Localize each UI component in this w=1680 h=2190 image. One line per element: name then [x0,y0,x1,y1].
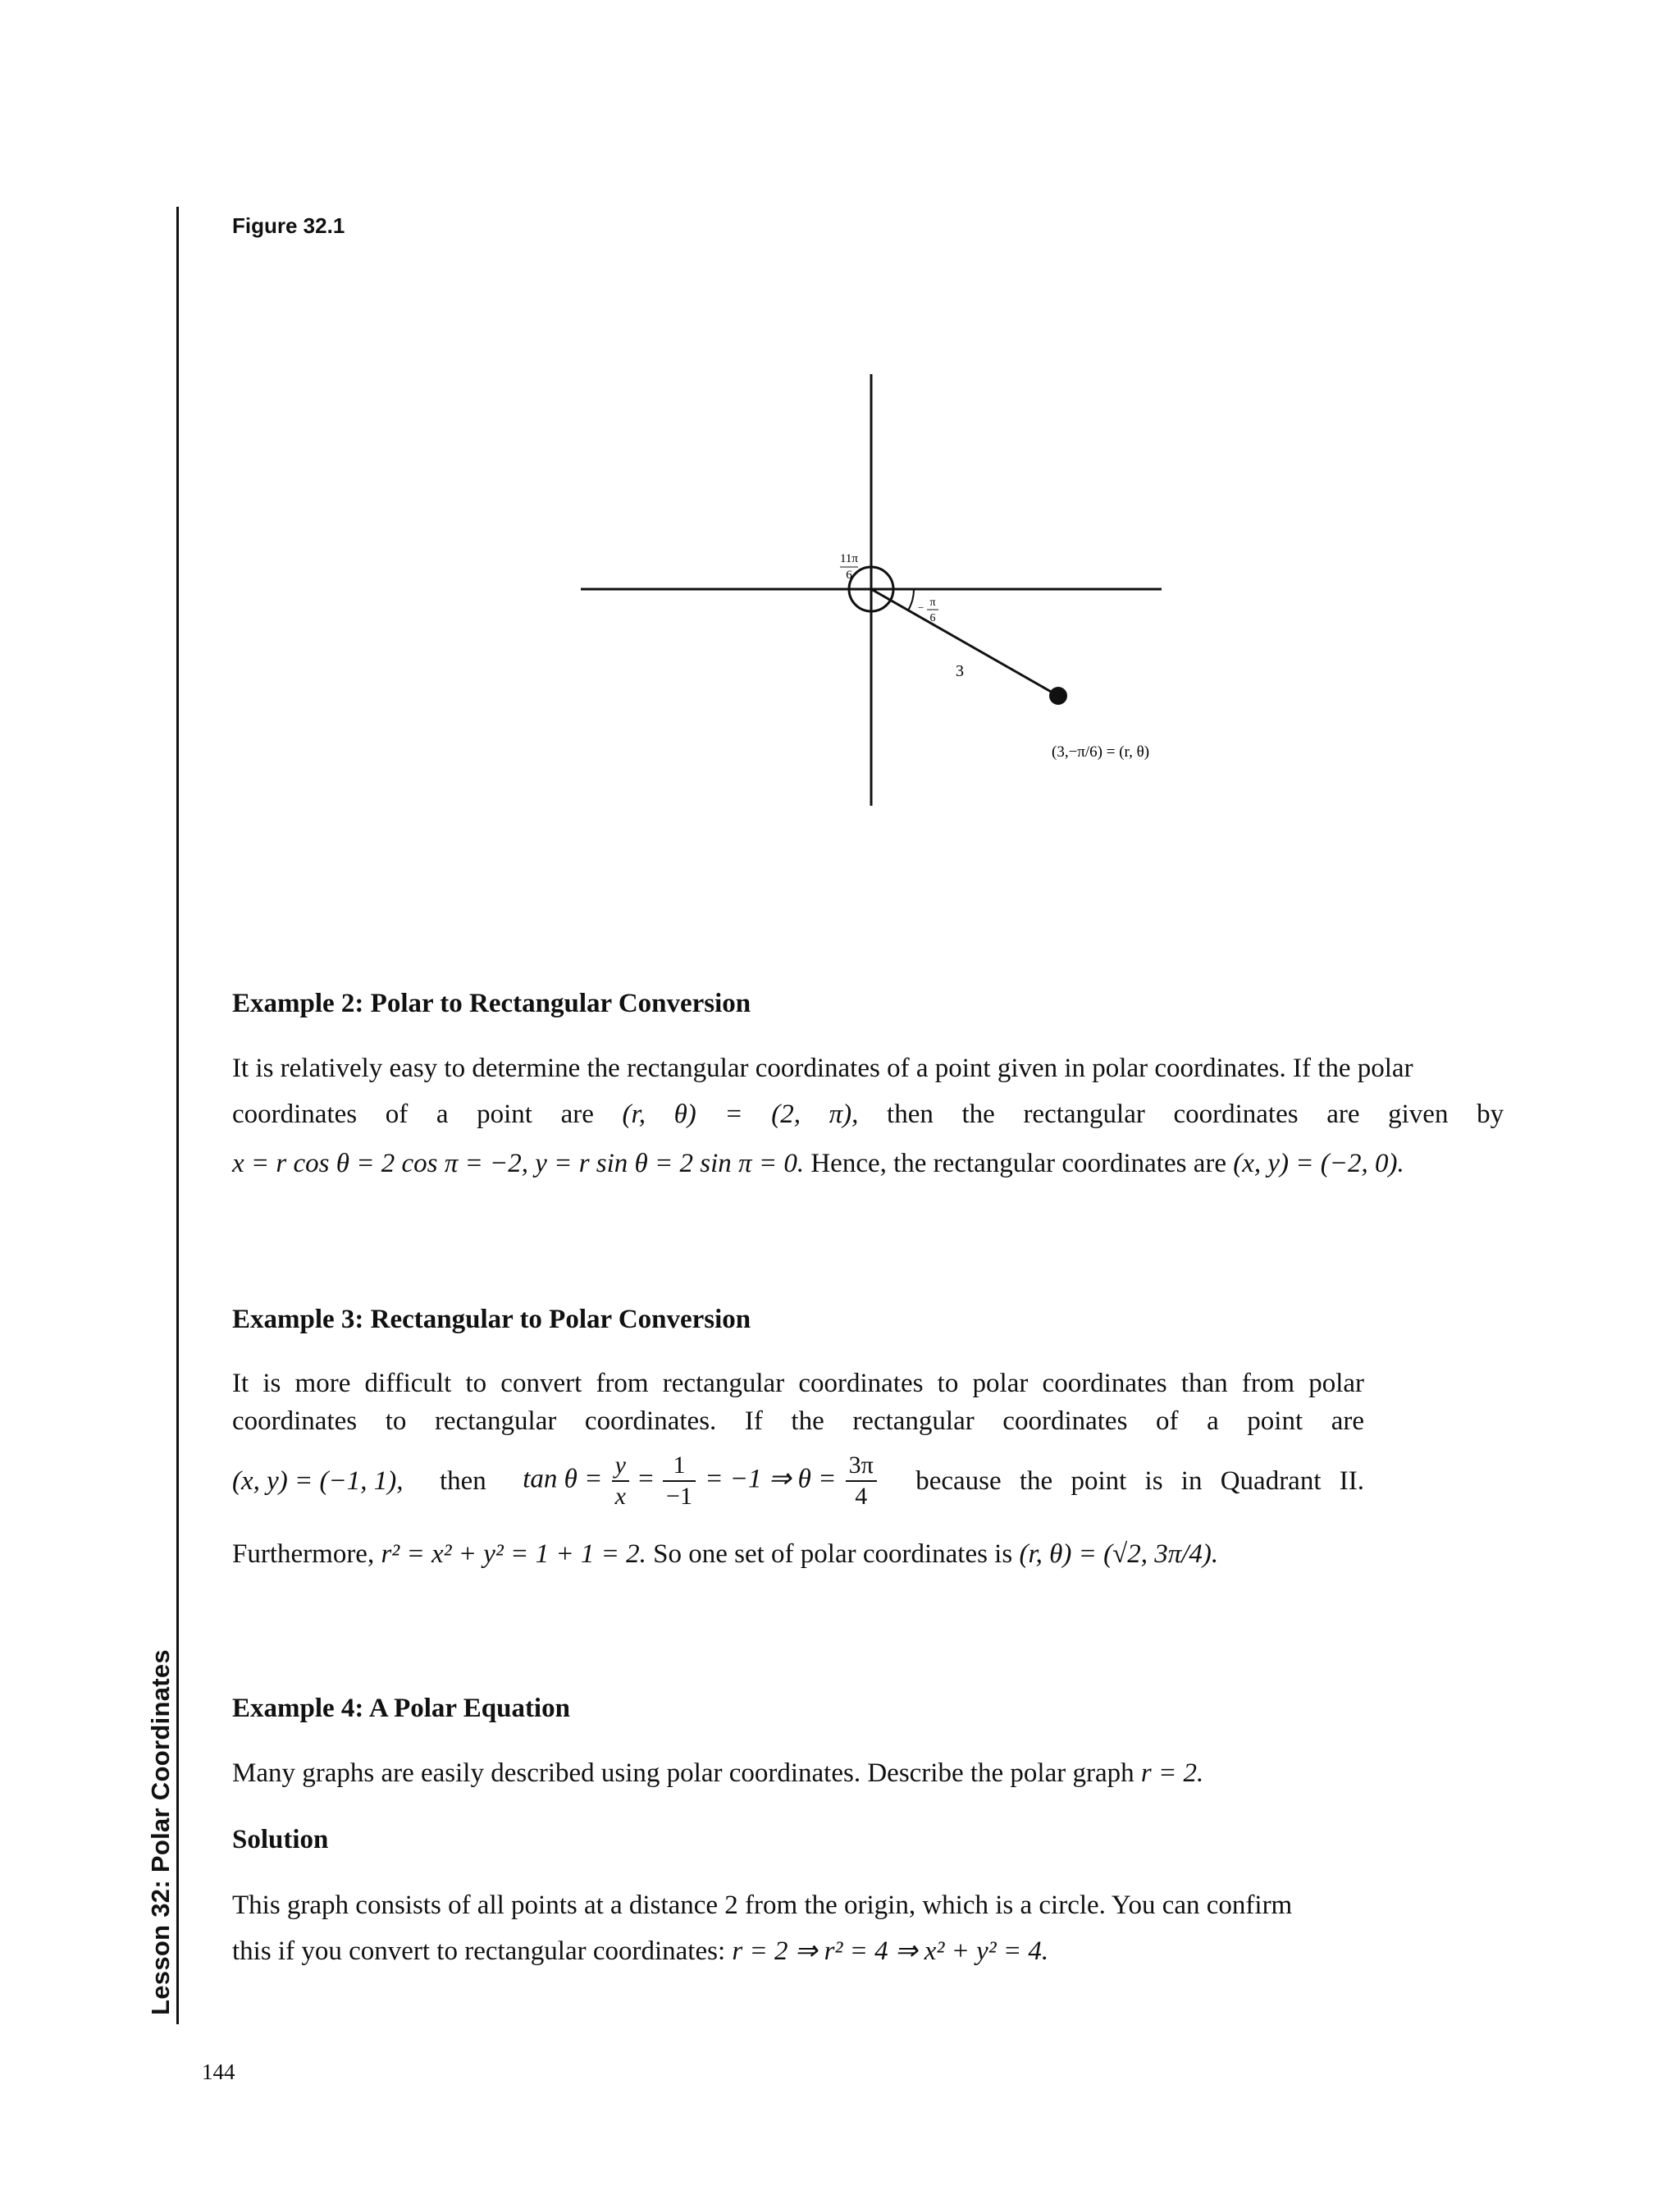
word: are [560,1100,594,1129]
word: are [1326,1100,1360,1129]
ref-angle-arc [908,589,914,610]
hence-text: Hence, the rectangular coordinates are [810,1149,1226,1178]
figure-label: Figure 32.1 [232,213,345,238]
word: then [887,1100,934,1129]
fraction-1-over-minus1 [663,1451,696,1511]
radius-label: 3 [956,662,964,680]
word: the [961,1100,995,1129]
conversion-math: x = r cos θ = 2 cos π = −2, y = r sin θ = 2 sin π = 0. [232,1149,805,1178]
example4-line1 [232,1750,1504,1796]
numerator: y [612,1451,629,1482]
angle-label-numerator: 11π [839,552,859,565]
polar-figure [574,361,1181,821]
example2-line1: It is relatively easy to determine the rectangular coordinates of a point given in polar coordinates. If the polar [232,1054,1413,1083]
rect-point-math: (x, y) = (−1, 1), [232,1466,404,1496]
numerator: 3π [846,1451,877,1482]
word: coordinates [232,1100,358,1129]
page-number: 144 [202,2060,235,2084]
tangent-computation [523,1451,879,1511]
polar-result-math: (r, θ) = (√2, 3π/4). [1019,1539,1219,1569]
polar-set-text: So one set of polar coordinates is [653,1539,1013,1569]
convert-text: this if you convert to rectangular coordinates: [232,1936,726,1966]
word: a [436,1100,449,1129]
word: rectangular [1023,1100,1145,1129]
tan-lhs: tan θ = [523,1464,603,1494]
sidebar-rule [176,207,179,2024]
example3-line4 [232,1531,1504,1577]
furthermore-text: Furthermore, [232,1539,375,1569]
example2-line3 [232,1141,1504,1186]
fraction-y-over-x [612,1451,629,1511]
example3-line3 [232,1451,1364,1511]
polar-point-math: (r, θ) = (2, π), [622,1100,859,1129]
denominator: 4 [855,1483,868,1510]
denominator: x [614,1483,626,1510]
numerator: 1 [663,1451,696,1482]
angle-label-denominator: 6 [846,569,852,582]
describe-text: Many graphs are easily described using polar coordinates. Describe the polar graph [232,1758,1134,1788]
solution-heading: Solution [232,1825,329,1854]
fraction-3pi-over-4 [846,1451,877,1511]
word: coordinates [1173,1100,1299,1129]
implies-theta: = −1 ⇒ θ = [705,1464,837,1494]
example2-heading: Example 2: Polar to Rectangular Conversion [232,989,751,1018]
denominator: −1 [666,1483,692,1510]
example2-line2 [232,1091,1504,1137]
rect-result-math: (x, y) = (−2, 0). [1233,1149,1404,1178]
r-equals-2-math: r = 2. [1140,1758,1204,1788]
polar-point [1049,687,1067,705]
example3-heading: Example 3: Rectangular to Polar Conversion [232,1305,751,1334]
word: given [1388,1100,1449,1129]
example4-heading: Example 4: A Polar Equation [232,1694,570,1723]
ref-angle-denominator: 6 [929,612,936,624]
radius-segment [871,589,1058,696]
r-squared-math: r² = x² + y² = 1 + 1 = 2. [381,1539,646,1569]
solution-line1: This graph consists of all points at a distance 2 from the origin, which is a circle. You can confirm [232,1891,1293,1920]
ref-angle-numerator: π [929,597,936,609]
circle-equation-math: r = 2 ⇒ r² = 4 ⇒ x² + y² = 4. [732,1936,1049,1966]
quadrant-text: because the point is in Quadrant II. [915,1466,1364,1496]
point-label: (3,−π/6) = (r, θ) [1052,743,1150,761]
word: of [385,1100,409,1129]
solution-line2 [232,1928,1504,1974]
lesson-sidebar-label: Lesson 32: Polar Coordinates [146,1649,175,2015]
word: by [1477,1100,1504,1129]
ref-angle-sign: − [918,601,924,614]
then-text: then [439,1466,486,1496]
example3-line1: It is more difficult to convert from rectangular coordinates to polar coordinates than from polar [232,1369,1364,1398]
word: point [477,1100,532,1129]
equals-sign: = [638,1464,654,1494]
example3-line2: coordinates to rectangular coordinates. If the rectangular coordinates of a point are [232,1406,1364,1436]
